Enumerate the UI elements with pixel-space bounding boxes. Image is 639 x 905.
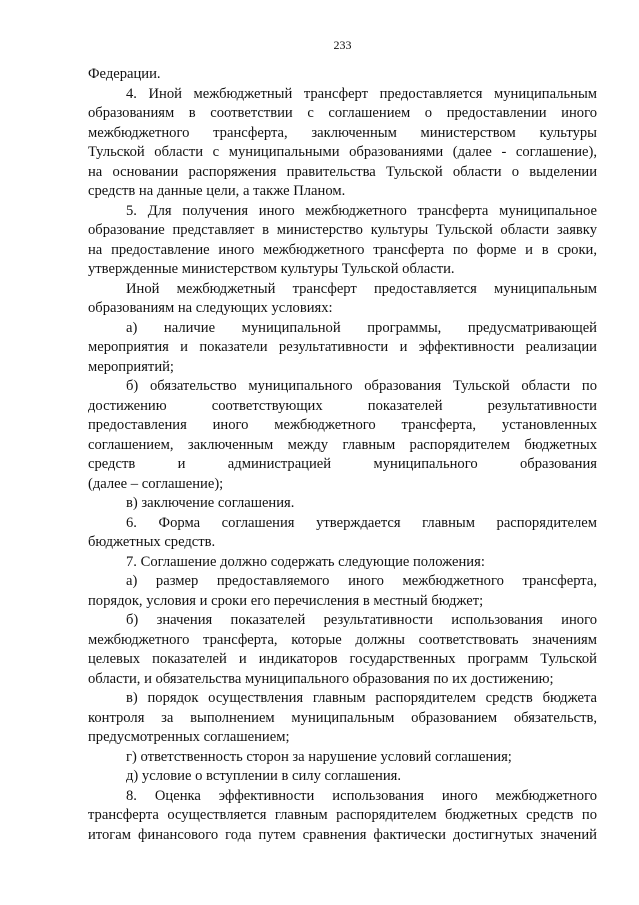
text-line: 4. Иной межбюджетный трансферт предоставляется муниципальным [126,85,597,102]
text-line: образованиям в соответствии с соглашением о предоставлении иного [88,105,597,121]
text-line: а) наличие муниципальной программы, предусматривающей [126,319,597,336]
text-line: 6. Форма соглашения утверждается главным распорядителем [126,514,597,531]
text-line: 5. Для получения иного межбюджетного трансферта муниципальное [126,202,597,219]
text-line: предусмотренных соглашением; [88,729,290,745]
text-line: Иной межбюджетный трансферт предоставляется муниципальным [126,280,597,297]
text-line: в) порядок осуществления главным распорядителем средств бюджета [126,690,597,706]
text-line: 8. Оценка эффективности использования иного межбюджетного [126,787,597,804]
text-line: достижению соответствующих показателей результативности [88,397,597,414]
text-line: Федерации. [88,66,161,82]
text-line: соглашением, заключенным между главным распорядителем бюджетных [88,436,597,453]
text-line: а) размер предоставляемого иного межбюджетного трансферта, [126,573,597,589]
text-line: образование представляет в министерство культуры Тульской области заявку [88,222,597,238]
text-line: трансферта осуществляется главным распорядителем бюджетных средств по [88,807,597,823]
text-line: д) условие о вступлении в силу соглашения. [126,768,402,784]
text-line: целевых показателей и индикаторов государственных программ Тульской [88,651,597,667]
text-line: на предоставление иного межбюджетного трансферта по форме и в сроки, [88,241,597,258]
page-number: 233 [333,38,352,52]
text-line: порядок, условия и сроки его перечисления в местный бюджет; [88,592,484,609]
text-line: на основании распоряжения правительства Тульской области о выделении [88,163,597,180]
text-line: б) обязательство муниципального образования Тульской области по [126,378,597,394]
text-line: б) значения показателей результативности использования иного [126,612,597,628]
document-body [88,65,597,845]
text-line: итогам финансового года путем сравнения фактически достигнутых значений [88,826,597,843]
text-line: межбюджетного трансферта, которые должны соответствовать значениям [88,631,597,648]
text-line: межбюджетного трансферта, заключенным министерством культуры [88,124,597,141]
text-line: г) ответственность сторон за нарушение условий соглашения; [126,748,512,765]
text-line: Тульской области с муниципальными образованиями (далее - соглашение), [88,144,597,160]
text-line: контроля за выполнением муниципальным образованием обязательств, [88,709,597,726]
text-line: утвержденные министерством культуры Тульской области. [88,261,455,277]
text-line: (далее – соглашение); [88,475,224,492]
text-line: мероприятий; [88,358,174,375]
text-line: образованиям на следующих условиях: [88,300,333,316]
text-line: средств и администрацией муниципального образования [88,456,597,472]
text-line: мероприятия и показатели результативности и эффективности реализации [88,339,597,355]
text-line: предоставления иного межбюджетного трансферта, установленных [88,417,597,433]
text-line: области, и обязательства муниципального образования по их достижению; [88,670,554,687]
text-line: в) заключение соглашения. [126,495,295,511]
text-line: бюджетных средств. [88,534,216,550]
text-line: 7. Соглашение должно содержать следующие положения: [126,553,485,570]
text-line: средств на данные цели, а также Планом. [88,183,346,199]
